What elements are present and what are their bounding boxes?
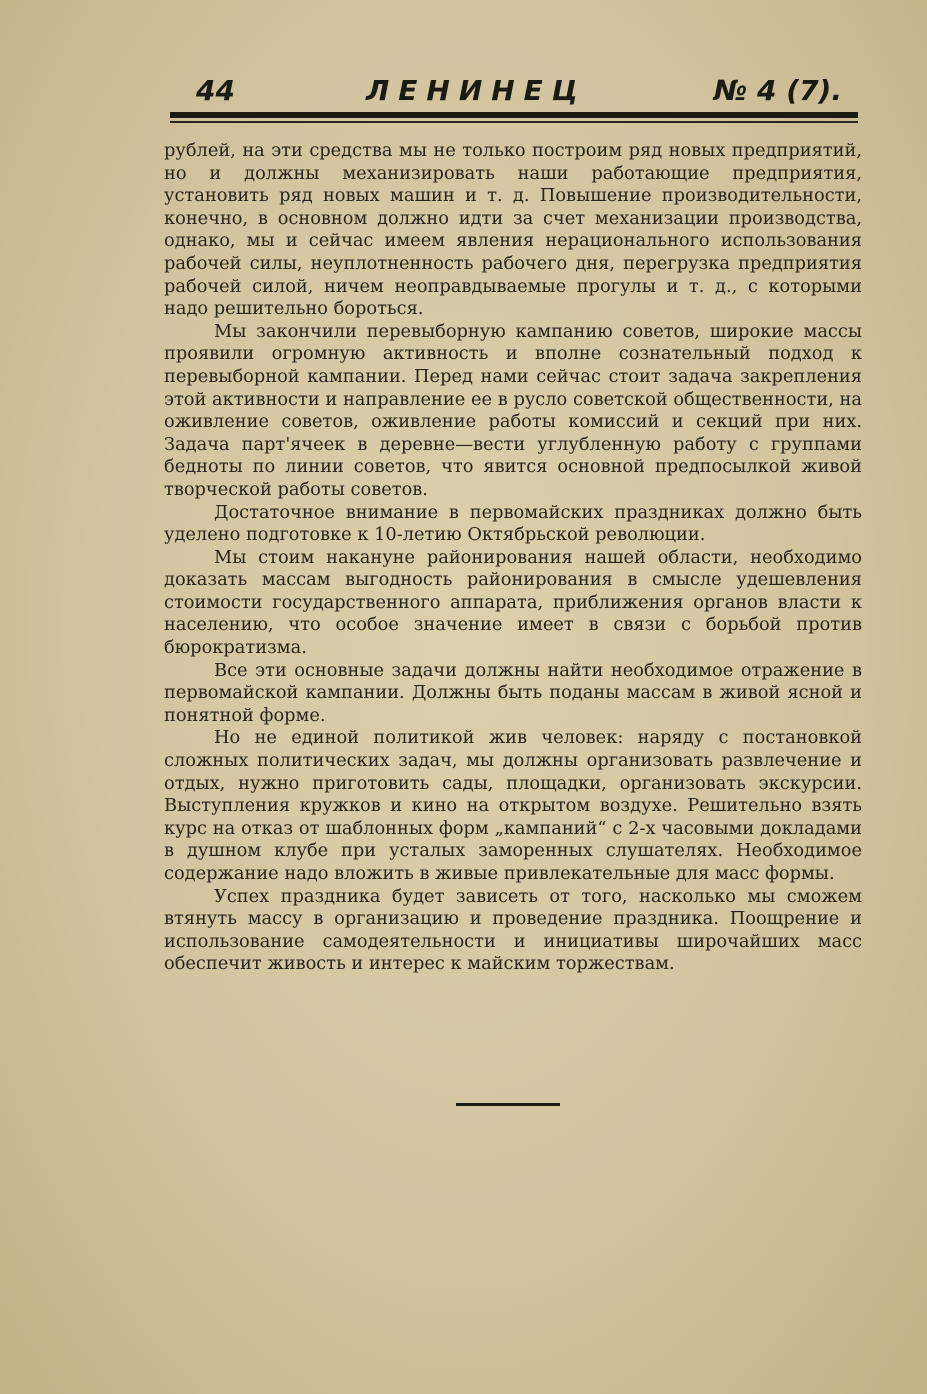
- article-body: [164, 140, 862, 976]
- paragraph-4: Мы стоим накануне районирования нашей области, необходимо доказать массам выгодность районирования в смысле удешевления стоимости государственного аппарата, приближения органов власти к населению, что особое значение имеет в связи с борьбой против бюрократизма.: [164, 546, 862, 659]
- page-header: [196, 74, 842, 110]
- paragraph-6: Но не единой политикой жив человек: наряду с постановкой сложных политических задач, мы должны организовать развлечение и отдых, нужно приготовить сады, площадки, организовать экскурсии. Выступления кружков и кино на открытом воздухе. Решительно взять курс на отказ от шаблонных форм „кампаний“ с 2-х часовыми докладами в душном клубе при усталых заморенных слушателях. Необходимое содержание надо вложить в живые привлекательные для масс формы.: [164, 727, 862, 884]
- paragraph-3: Достаточное внимание в первомайских праздниках должно быть уделено подготовке к 10-летию Октябрьской революции.: [164, 501, 862, 546]
- magazine-title: ЛЕНИНЕЦ: [366, 74, 587, 107]
- paragraph-7: Успех праздника будет зависеть от того, насколько мы сможем втянуть массу в организацию и проведение праздника. Поощрение и использование самодеятельности и инициативы широчайших масс обеспечит живость и интерес к майским торжествам.: [164, 885, 862, 975]
- article-end-rule: [456, 1103, 560, 1106]
- header-rule-thin: [170, 121, 858, 123]
- page-number: 44: [196, 74, 235, 107]
- header-rule-thick: [170, 112, 858, 118]
- paragraph-5: Все эти основные задачи должны найти необходимое отражение в первомайской кампании. Должны быть поданы массам в живой ясной и понятной форме.: [164, 659, 862, 726]
- paragraph-1: рублей, на эти средства мы не только построим ряд новых предприятий, но и должны механизировать наши работающие предприятия, установить ряд новых машин и т. д. Повышение производительности, конечно, в основном должно идти за счет механизации производства, однако, мы и сейчас имеем явления нерационального использования рабочей силы, неуплотненность рабочего дня, перегрузка предприятия рабочей силой, ничем неоправдываемые прогулы и т. д., с которыми надо решительно бороться.: [164, 140, 862, 320]
- paragraph-2: Мы закончили перевыборную кампанию советов, широкие массы проявили огромную активность и вполне сознательный подход к перевыборной кампании. Перед нами сейчас стоит задача закрепления этой активности и направление ее в русло советской общественности, на оживление советов, оживление работы комиссий и секций при них. Задача парт'ячеек в деревне—вести углубленную работу с группами бедноты по линии советов, что явится основной предпосылкой живой творческой работы советов.: [164, 320, 862, 500]
- issue-number: № 4 (7).: [713, 74, 842, 107]
